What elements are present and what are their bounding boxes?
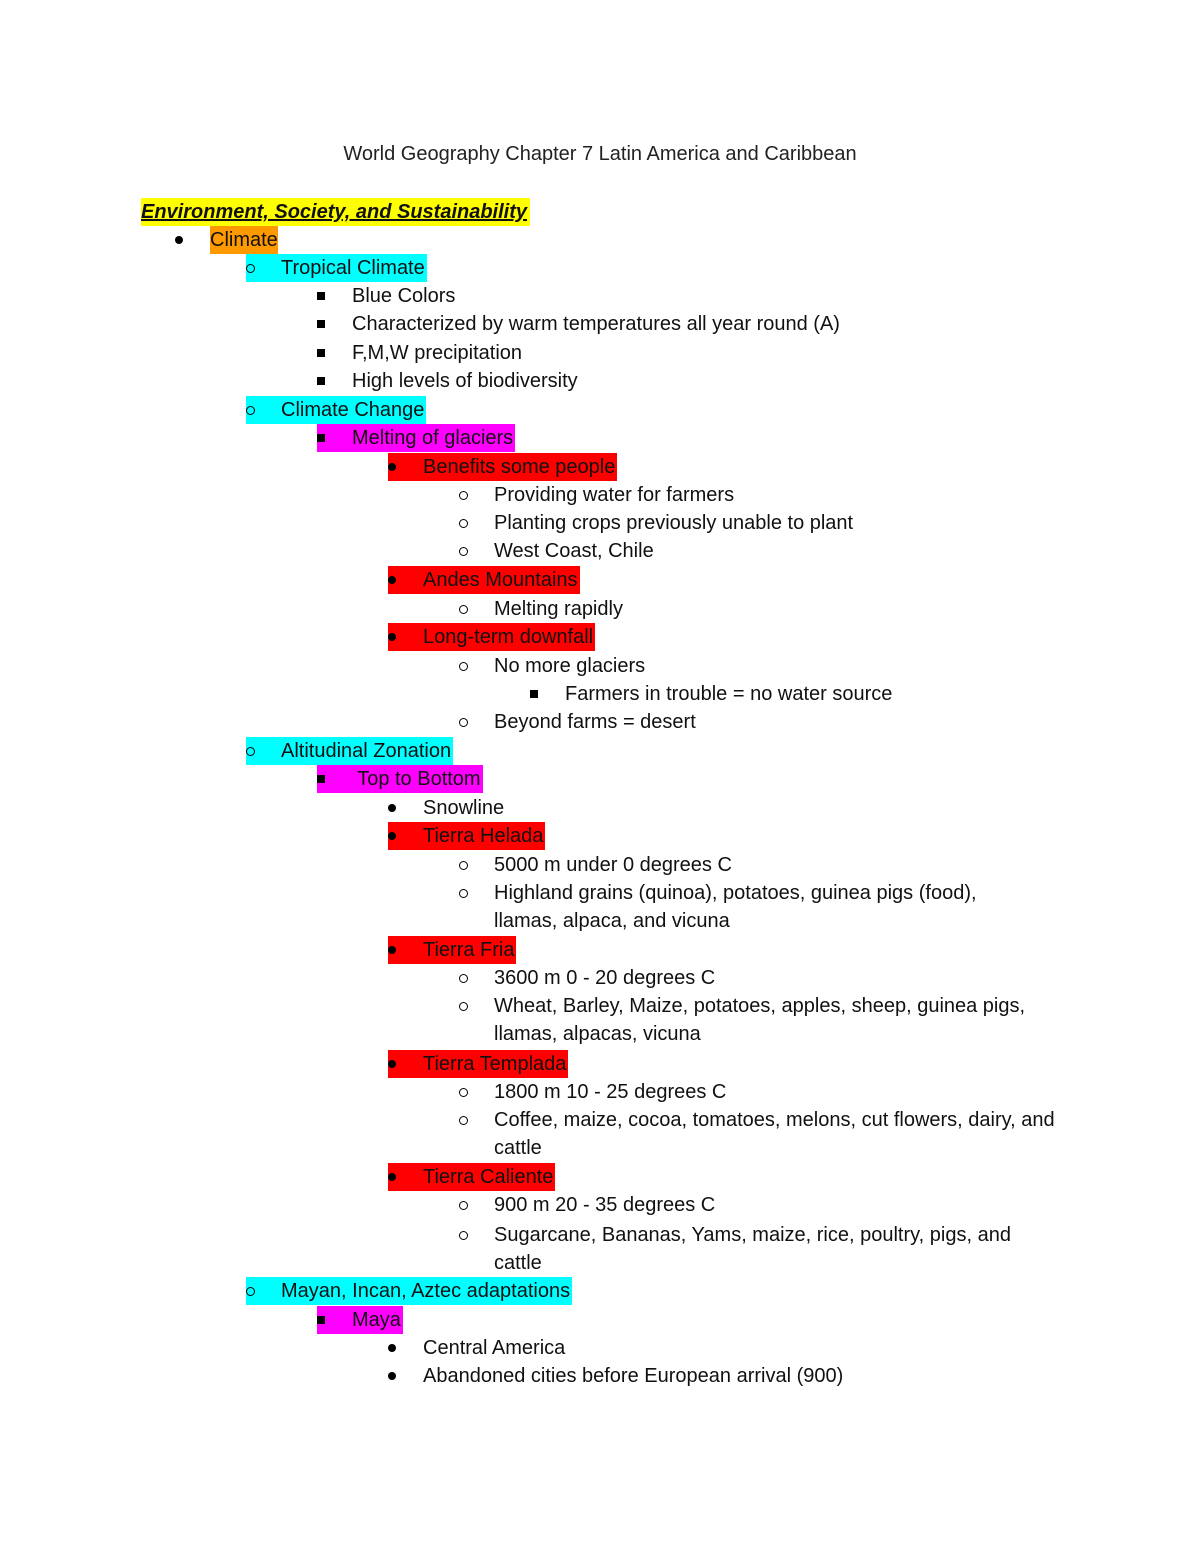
outline-item <box>459 1106 1069 1162</box>
square-bullet-icon <box>317 310 352 338</box>
circle-bullet-icon <box>246 396 281 424</box>
outline-item-text: No more glaciers <box>494 655 646 677</box>
outline-item-text: Benefits some people <box>423 456 616 478</box>
disc-bullet-icon <box>388 566 423 594</box>
outline-item-tropical-climate <box>246 254 427 282</box>
square-bullet-icon <box>317 282 352 310</box>
circle-bullet-icon <box>459 1106 494 1134</box>
outline-item <box>459 481 734 509</box>
outline-item-top-to-bottom <box>317 765 483 793</box>
outline-item <box>317 310 840 338</box>
circle-bullet-icon <box>459 1191 494 1219</box>
outline-item-text: Altitudinal Zonation <box>281 740 452 762</box>
circle-bullet-icon <box>459 879 494 907</box>
circle-bullet-icon <box>459 708 494 736</box>
square-bullet-icon <box>317 339 352 367</box>
disc-bullet-icon <box>388 822 423 850</box>
outline-item <box>317 339 522 367</box>
circle-bullet-icon <box>459 1221 494 1249</box>
outline-item-text: Abandoned cities before European arrival (900) <box>423 1365 844 1387</box>
circle-bullet-icon <box>246 254 281 282</box>
outline-item <box>388 1362 843 1390</box>
outline-item-text: Tierra Fria <box>423 939 515 961</box>
outline-item-text: Andes Mountains <box>423 569 578 591</box>
outline-item-text: Tierra Caliente <box>423 1166 554 1188</box>
outline-item-text: Top to Bottom <box>352 768 481 790</box>
disc-bullet-icon <box>388 1362 423 1390</box>
outline-item <box>459 537 654 565</box>
outline-item-text: High levels of biodiversity <box>352 370 578 392</box>
outline-item <box>317 282 455 310</box>
circle-bullet-icon <box>459 964 494 992</box>
outline-item <box>459 1221 1069 1277</box>
square-bullet-icon <box>317 1306 352 1334</box>
square-bullet-icon <box>317 367 352 395</box>
section-heading: Environment, Society, and Sustainability <box>141 198 530 226</box>
outline-item-maya <box>317 1306 403 1334</box>
outline-item-text: Farmers in trouble = no water source <box>565 683 893 705</box>
circle-bullet-icon <box>459 509 494 537</box>
outline-item-text: Climate <box>210 226 278 254</box>
outline-item-text: Tierra Helada <box>423 825 544 847</box>
outline-item-climate <box>175 226 280 254</box>
outline-item-text: 1800 m 10 - 25 degrees C <box>494 1081 727 1103</box>
outline-item-text: Sugarcane, Bananas, Yams, maize, rice, poultry, pigs, and cattle <box>494 1224 1011 1274</box>
outline-item-text: Wheat, Barley, Maize, potatoes, apples, sheep, guinea pigs, llamas, alpacas, vicuna <box>494 995 1026 1045</box>
outline-item-tierra-caliente <box>388 1163 555 1191</box>
outline-item-text: Melting rapidly <box>494 598 623 620</box>
outline-item-text: West Coast, Chile <box>494 540 654 562</box>
circle-bullet-icon <box>459 652 494 680</box>
outline-item <box>459 1078 726 1106</box>
outline-item-text: Central America <box>423 1337 566 1359</box>
outline-item <box>459 708 696 736</box>
square-bullet-icon <box>317 765 352 793</box>
circle-bullet-icon <box>246 1277 281 1305</box>
outline-item-text: Climate Change <box>281 399 425 421</box>
disc-bullet-icon <box>175 226 210 254</box>
outline-item-text: Highland grains (quinoa), potatoes, guinea pigs (food), llamas, alpaca, and vicuna <box>494 882 977 932</box>
outline-item <box>459 964 715 992</box>
disc-bullet-icon <box>388 623 423 651</box>
outline-item-text: Blue Colors <box>352 285 456 307</box>
disc-bullet-icon <box>388 453 423 481</box>
outline-item-andes <box>388 566 580 594</box>
outline-item-text: Maya <box>352 1309 401 1331</box>
outline-item <box>459 879 1049 935</box>
circle-bullet-icon <box>246 737 281 765</box>
disc-bullet-icon <box>388 936 423 964</box>
outline-item <box>388 1334 565 1362</box>
outline-item-text: Beyond farms = desert <box>494 711 696 733</box>
outline-item-long-term <box>388 623 595 651</box>
outline-item-text: Melting of glaciers <box>352 427 514 449</box>
outline-item <box>459 992 1049 1048</box>
outline-item-text: Tierra Templada <box>423 1053 567 1075</box>
outline-item-tierra-helada <box>388 822 545 850</box>
square-bullet-icon <box>530 680 565 708</box>
outline-item <box>388 794 504 822</box>
circle-bullet-icon <box>459 537 494 565</box>
outline-item-text: Planting crops previously unable to plant <box>494 512 854 534</box>
outline-item-adaptations <box>246 1277 572 1305</box>
outline-item-altitudinal <box>246 737 453 765</box>
outline-item <box>459 851 732 879</box>
outline-item-text: Long-term downfall <box>423 626 594 648</box>
circle-bullet-icon <box>459 1078 494 1106</box>
outline-item-text: Providing water for farmers <box>494 484 735 506</box>
outline-item-benefits <box>388 453 617 481</box>
outline-item-text: Snowline <box>423 797 505 819</box>
circle-bullet-icon <box>459 481 494 509</box>
outline-item <box>317 367 578 395</box>
outline-item-text: 3600 m 0 - 20 degrees C <box>494 967 716 989</box>
disc-bullet-icon <box>388 1050 423 1078</box>
outline-item <box>459 1191 715 1219</box>
outline-item <box>459 652 645 680</box>
outline-item-text: Mayan, Incan, Aztec adaptations <box>281 1280 571 1302</box>
outline-item-tierra-templada <box>388 1050 568 1078</box>
outline-item-text: Coffee, maize, cocoa, tomatoes, melons, cut flowers, dairy, and cattle <box>494 1109 1055 1159</box>
document-title: World Geography Chapter 7 Latin America and Caribbean <box>343 143 857 165</box>
circle-bullet-icon <box>459 992 494 1020</box>
outline-item-text: Tropical Climate <box>281 257 425 279</box>
outline-item-text: 5000 m under 0 degrees C <box>494 854 732 876</box>
outline-item-tierra-fria <box>388 936 516 964</box>
disc-bullet-icon <box>388 794 423 822</box>
outline-item-text: Characterized by warm temperatures all year round (A) <box>352 313 840 335</box>
outline-item <box>530 680 892 708</box>
outline-item <box>459 509 853 537</box>
outline-item <box>459 595 623 623</box>
disc-bullet-icon <box>388 1334 423 1362</box>
square-bullet-icon <box>317 424 352 452</box>
circle-bullet-icon <box>459 595 494 623</box>
outline-item-climate-change <box>246 396 426 424</box>
outline-item-melting-glaciers <box>317 424 515 452</box>
disc-bullet-icon <box>388 1163 423 1191</box>
circle-bullet-icon <box>459 851 494 879</box>
outline-item-text: 900 m 20 - 35 degrees C <box>494 1194 716 1216</box>
outline-item-text: F,M,W precipitation <box>352 342 523 364</box>
